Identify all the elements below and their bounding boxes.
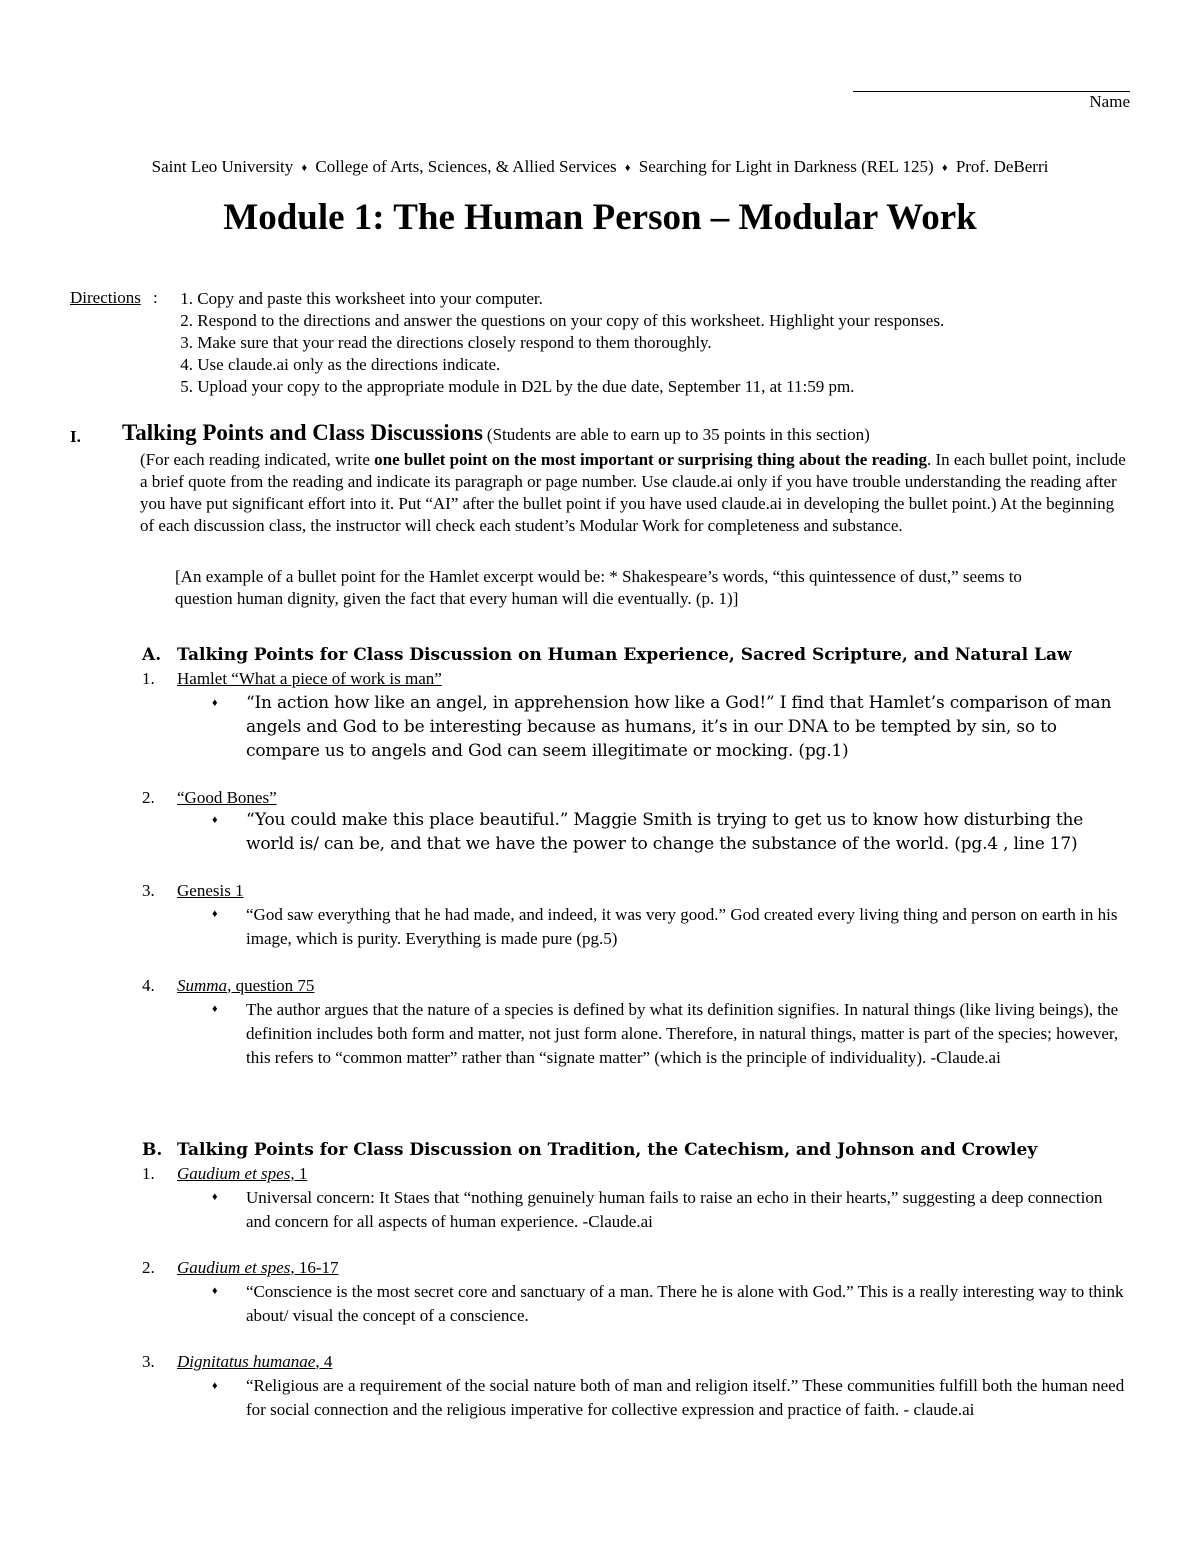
directions-label: Directions (70, 288, 141, 307)
reading-item: 2. Gaudium et spes, 16-17 (142, 1258, 339, 1277)
example-bullet-note: [An example of a bullet point for the Hamlet excerpt would be: * Shakespeare’s words, “this quintessence of dust,” seems to question human dignity, given the fact that every human will die eventually. (p. 1)] (175, 567, 1022, 608)
reading-item: 2. “Good Bones” (142, 788, 277, 807)
reading-title: Summa (177, 976, 228, 995)
response-text: “You could make this place beautiful.” Maggie Smith is trying to get us to know how disturbing the world is/ can be, and that we have the power to change the substance of the world. (pg.4 , line 17) (246, 810, 1084, 854)
directions-item: 1. Copy and paste this worksheet into your computer. (180, 289, 543, 308)
response-text: “God saw everything that he had made, and indeed, it was very good.” God created every living thing and person on earth in his image, which is purity. Everything is made pure (pg.5) (246, 905, 1118, 948)
directions-item: 3. Make sure that your read the directions closely respond to them thoroughly. (180, 333, 712, 352)
reading-item: 3. Genesis 1 (142, 881, 244, 900)
bullet-diamond-icon: ♦ (212, 1380, 218, 1392)
directions-item: 2. Respond to the directions and answer the questions on your copy of this worksheet. Highlight your responses. (180, 311, 945, 330)
response-text: The author argues that the nature of a species is defined by what its definition signifies. In natural things (like living beings), the definition includes both form and matter, not just form alone. Therefore, in natural things, matter is part of the species; however, this refers to “common matter” rather than “signate matter” (which is the principle of individuality). -Claude.ai (246, 1000, 1119, 1067)
directions-item: 4. Use claude.ai only as the directions indicate. (180, 355, 501, 374)
bullet-diamond-icon: ♦ (212, 908, 218, 920)
response-text: “Conscience is the most secret core and sanctuary of a man. There he is alone with God.” This is a really interesting way to think about/ visual the concept of a conscience. (246, 1282, 1124, 1325)
reading-item: 3. Dignitatus humanae, 4 (142, 1352, 333, 1371)
section-instructions: (For each reading indicated, write one bullet point on the most important or surprising thing about the reading. In each bullet point, include a brief quote from the reading and indicate its paragraph or page number. Use claude.ai only if you have trouble understanding the reading after you have put significant effort into it. Put “AI” after the bullet point if you have used claude.ai in developing the bullet point.) At the beginning of each discussion class, the instructor will check each student’s Modular Work for completeness and substance. (140, 450, 1126, 535)
directions-colon: : (153, 288, 158, 307)
bullet-diamond-icon: ♦ (212, 814, 218, 826)
response-text: “Religious are a requirement of the social nature both of man and religion itself.” These communities fulfill both the human need for social connection and the religious imperative for collective expression and practice of faith. - claude.ai (246, 1376, 1125, 1419)
bullet-diamond-icon: ♦ (212, 1285, 218, 1297)
diamond-separator-icon: ♦ (941, 162, 948, 174)
directions-item: 5. Upload your copy to the appropriate module in D2L by the due date, September 11, at 11:59 pm. (180, 377, 855, 396)
name-label: Name (1089, 92, 1130, 111)
reading-item: 1. Gaudium et spes, 1 (142, 1164, 308, 1183)
section-heading-note: (Students are able to earn up to 35 points in this section) (486, 425, 870, 444)
reading-title: Gaudium et spes (177, 1258, 291, 1277)
response-text: Universal concern: It Staes that “nothing genuinely human fails to raise an echo in their hearts,” suggesting a deep connection and concern for all aspects of human experience. -Claude.ai (246, 1188, 1103, 1231)
page-title: Module 1: The Human Person – Modular Work (223, 197, 977, 238)
reading-item: 4. Summa, question 75 (142, 976, 315, 995)
section-heading-title: Talking Points and Class Discussions (122, 420, 483, 445)
diamond-separator-icon: ♦ (624, 162, 631, 174)
course-info-line (0, 157, 1200, 177)
directions-list (163, 288, 944, 398)
bullet-diamond-icon: ♦ (212, 1191, 218, 1203)
part-a-heading: A. Talking Points for Class Discussion on Human Experience, Sacred Scripture, and Natural Law (142, 645, 1072, 665)
reading-title: Hamlet “What a piece of work is man” (177, 669, 442, 688)
university-name: Saint Leo University (151, 157, 294, 176)
bullet-diamond-icon: ♦ (212, 1003, 218, 1015)
section-numeral: I. (70, 427, 81, 446)
college-name: College of Arts, Sciences, & Allied Services (315, 157, 617, 176)
reading-title: “Good Bones” (177, 788, 277, 807)
bullet-diamond-icon: ♦ (212, 697, 218, 709)
professor-name: Prof. DeBerri (955, 157, 1049, 176)
response-text: “In action how like an angel, in apprehension how like a God!” I find that Hamlet’s comparison of man angels and God to be interesting because as humans, it’s in our DNA to be tempted by sin, so to compare us to angels and God can seem illegitimate or mocking. (pg.1) (246, 693, 1112, 761)
part-b-heading: B. Talking Points for Class Discussion on Tradition, the Catechism, and Johnson and Crowley (142, 1140, 1038, 1160)
course-name: Searching for Light in Darkness (REL 125) (638, 157, 934, 176)
diamond-separator-icon: ♦ (301, 162, 308, 174)
reading-title: Dignitatus humanae (177, 1352, 316, 1371)
reading-title: Gaudium et spes (177, 1164, 291, 1183)
section-heading (122, 420, 870, 446)
reading-item: 1. Hamlet “What a piece of work is man” (142, 669, 442, 688)
reading-title: Genesis 1 (177, 881, 244, 900)
